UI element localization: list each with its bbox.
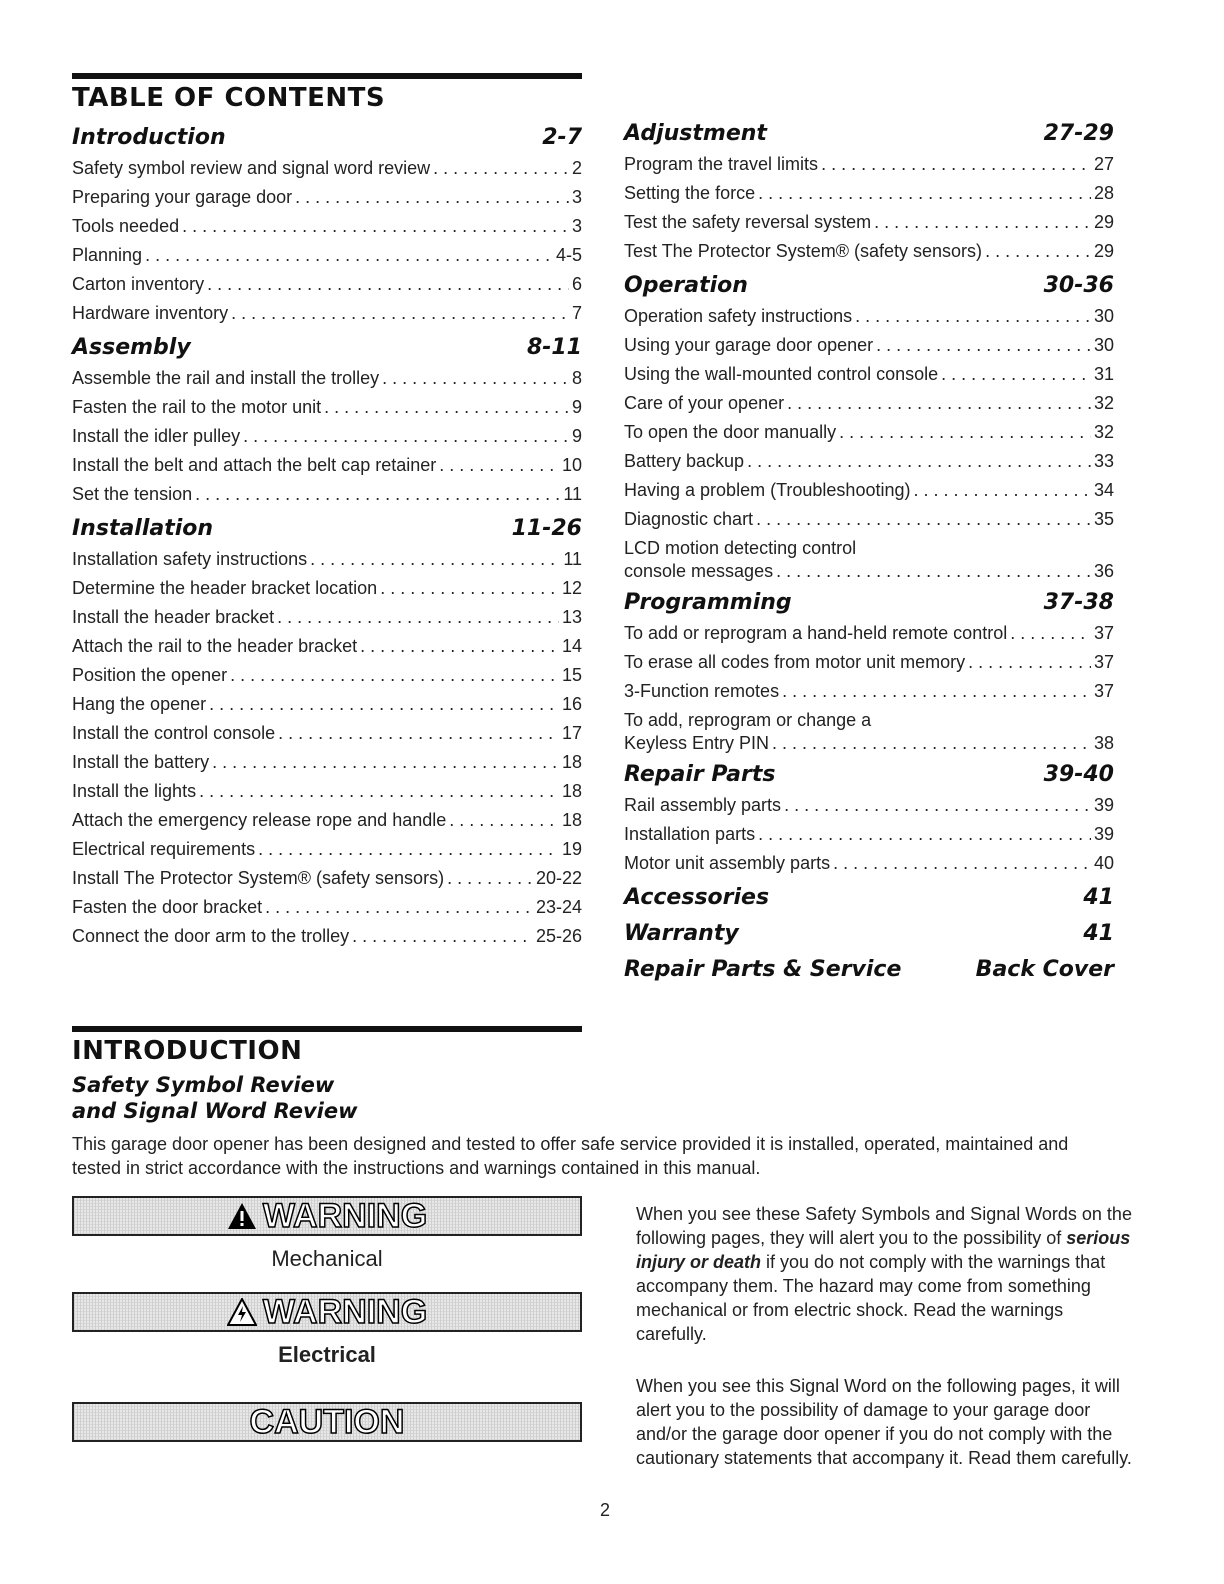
toc-section-heading — [624, 759, 1114, 791]
toc-entry-text: Fasten the door bracket — [72, 897, 263, 917]
toc-section-pages: 37-38 — [1043, 590, 1114, 615]
toc-entry-text: Test The Protector System® (safety sensors) — [624, 241, 983, 261]
toc-entry-page: 30 — [1093, 306, 1114, 326]
toc-entry-text: Install The Protector System® (safety sensors) — [72, 868, 445, 888]
toc-entry — [72, 393, 582, 422]
toc-section-pages: 2-7 — [542, 125, 582, 150]
toc-entry-page: 20-22 — [535, 868, 582, 888]
toc-entry — [72, 451, 582, 480]
toc-entry-text: Fasten the rail to the motor unit — [72, 397, 322, 417]
safety-symbol-paragraph — [636, 1202, 1136, 1346]
toc-entry-page: 37 — [1093, 652, 1114, 672]
toc-leader-dots — [874, 208, 1091, 237]
toc-entry-text: Rail assembly parts — [624, 795, 782, 815]
toc-entry-text: Having a problem (Troubleshooting) — [624, 480, 911, 500]
toc-leader-dots — [821, 150, 1091, 179]
toc-section-title: Introduction — [72, 125, 226, 150]
toc-entry-page: 39 — [1093, 824, 1114, 844]
toc-section-title: Repair Parts & Service — [624, 957, 902, 982]
toc-entry-text: Install the control console — [72, 723, 276, 743]
toc-entry — [72, 480, 582, 509]
toc-entry-text: Care of your opener — [624, 393, 785, 413]
toc-entry-text: Using the wall-mounted control console — [624, 364, 939, 384]
toc-entry — [72, 632, 582, 661]
toc-entry-text: Test the safety reversal system — [624, 212, 872, 232]
toc-leader-dots — [758, 179, 1091, 208]
toc-leader-dots — [782, 677, 1091, 706]
toc-entry-page: 19 — [561, 839, 582, 859]
intro-subtitle-line2: and Signal Word Review — [72, 1099, 358, 1123]
toc-entry-text: Preparing your garage door — [72, 187, 293, 207]
toc-entry-text: 3-Function remotes — [624, 681, 780, 701]
toc-entry-page: 40 — [1093, 853, 1114, 873]
toc-entry — [72, 806, 582, 835]
toc-entry-page: 36 — [1093, 561, 1114, 581]
toc-entry — [624, 331, 1114, 360]
toc-entry — [72, 364, 582, 393]
toc-leader-dots — [433, 154, 569, 183]
toc-entry-text: Keyless Entry PIN — [624, 733, 770, 753]
toc-section-pages: 41 — [1083, 885, 1114, 910]
toc-entry-page: 18 — [561, 810, 582, 830]
toc-entry — [624, 360, 1114, 389]
toc-entry-text: Position the opener — [72, 665, 228, 685]
toc-entry-text: Operation safety instructions — [624, 306, 853, 326]
toc-entry-page: 13 — [561, 607, 582, 627]
toc-entry-text: Planning — [72, 245, 143, 265]
toc-entry-page: 16 — [561, 694, 582, 714]
toc-entry-text: Installation safety instructions — [72, 549, 308, 569]
toc-entry — [72, 603, 582, 632]
toc-entry — [624, 389, 1114, 418]
toc-section-heading — [624, 954, 1114, 986]
toc-entry-text: Assemble the rail and install the trolley — [72, 368, 380, 388]
toc-leader-dots — [265, 893, 533, 922]
caution-banner — [72, 1402, 582, 1442]
toc-section-pages: 11-26 — [511, 516, 582, 541]
toc-entry — [624, 418, 1114, 447]
toc-leader-dots — [747, 447, 1091, 476]
toc-leader-dots — [209, 690, 559, 719]
toc-entry — [624, 619, 1114, 648]
toc-entry — [624, 849, 1114, 878]
toc-entry-page: 11 — [563, 549, 582, 569]
toc-entry-text: Connect the door arm to the trolley — [72, 926, 350, 946]
toc-leader-dots — [212, 748, 559, 777]
toc-entry — [624, 302, 1114, 331]
toc-entry-text: To erase all codes from motor unit memory — [624, 652, 966, 672]
toc-entry-text: Attach the rail to the header bracket — [72, 636, 358, 656]
toc-entry-page: 18 — [561, 781, 582, 801]
toc-leader-dots — [756, 505, 1091, 534]
toc-leader-dots — [1010, 619, 1091, 648]
toc-entry — [72, 748, 582, 777]
intro-title: INTRODUCTION — [72, 1036, 303, 1066]
toc-leader-dots — [360, 632, 559, 661]
toc-section-title: Operation — [624, 273, 748, 298]
toc-leader-dots — [776, 560, 1091, 583]
toc-leader-dots — [207, 270, 569, 299]
toc-leader-dots — [968, 648, 1091, 677]
toc-entry — [624, 709, 1114, 755]
toc-entry-text: Determine the header bracket location — [72, 578, 378, 598]
toc-entry — [72, 574, 582, 603]
toc-entry-page: 6 — [571, 274, 582, 294]
toc-entry-page: 29 — [1093, 212, 1114, 232]
toc-entry-page: 32 — [1093, 422, 1114, 442]
toc-section-pages: 39-40 — [1043, 762, 1114, 787]
toc-entry-page: 31 — [1093, 364, 1114, 384]
toc-section-heading — [624, 270, 1114, 302]
toc-entry — [72, 719, 582, 748]
para1-text-b: if you do not comply with the warnings that accompany them. The hazard may come from something mechanical or from electric shock. Read the warnings carefully. — [636, 1252, 1106, 1344]
toc-entry-text: Electrical requirements — [72, 839, 256, 859]
toc-entry — [72, 422, 582, 451]
toc-entry-page: 14 — [561, 636, 582, 656]
toc-entry-page: 23-24 — [535, 897, 582, 917]
toc-leader-dots — [839, 418, 1091, 447]
toc-leader-dots — [941, 360, 1091, 389]
toc-entry-page: 9 — [571, 397, 582, 417]
toc-entry-text: Program the travel limits — [624, 154, 819, 174]
intro-body: This garage door opener has been designed and tested to offer safe service provided it is installed, operated, maintained and tested in strict accordance with the instructions and warnings contained in this manual. — [72, 1134, 1069, 1178]
toc-entry-page: 28 — [1093, 183, 1114, 203]
toc-entry — [624, 677, 1114, 706]
toc-leader-dots — [382, 364, 569, 393]
toc-leader-dots — [145, 241, 553, 270]
toc-leader-dots — [324, 393, 569, 422]
toc-entry — [72, 661, 582, 690]
toc-entry-text: Attach the emergency release rope and handle — [72, 810, 447, 830]
toc-entry-page: 39 — [1093, 795, 1114, 815]
toc-leader-dots — [310, 545, 560, 574]
toc-entry-text: Diagnostic chart — [624, 509, 754, 529]
toc-leader-dots — [295, 183, 569, 212]
toc-entry — [624, 150, 1114, 179]
electrical-label: Electrical — [278, 1342, 376, 1367]
toc-entry-page: 37 — [1093, 681, 1114, 701]
toc-entry — [624, 208, 1114, 237]
toc-entry-text: Installation parts — [624, 824, 756, 844]
toc-entry-page: 29 — [1093, 241, 1114, 261]
toc-entry-page: 18 — [561, 752, 582, 772]
para1-emphasis: serious injury or death — [636, 1228, 1131, 1272]
toc-section-heading — [624, 587, 1114, 619]
toc-leader-dots — [913, 476, 1090, 505]
toc-entry — [72, 299, 582, 328]
toc-leader-dots — [199, 777, 559, 806]
toc-entry-page: 3 — [571, 187, 582, 207]
mechanical-label: Mechanical — [271, 1246, 383, 1271]
toc-section-heading — [624, 882, 1114, 914]
toc-entry-text: Set the tension — [72, 484, 193, 504]
toc-leader-dots — [277, 603, 559, 632]
toc-section-title: Adjustment — [624, 121, 767, 146]
toc-leader-dots — [447, 864, 533, 893]
toc-entry-page: 11 — [563, 484, 582, 504]
toc-entry-text-line1: To add, reprogram or change a — [624, 710, 872, 730]
toc-entry-text: Safety symbol review and signal word review — [72, 158, 431, 178]
toc-section-heading — [72, 513, 582, 545]
toc-entry-page: 27 — [1093, 154, 1114, 174]
toc-entry — [72, 690, 582, 719]
toc-entry-page: 9 — [571, 426, 582, 446]
toc-leader-dots — [231, 299, 569, 328]
toc-entry-page: 8 — [571, 368, 582, 388]
toc-section-heading — [72, 122, 582, 154]
toc-entry-text: Install the lights — [72, 781, 197, 801]
toc-entry-text: Install the header bracket — [72, 607, 275, 627]
toc-entry-text: To open the door manually — [624, 422, 837, 442]
caution-word: CAUTION — [249, 1402, 405, 1441]
toc-entry — [72, 922, 582, 951]
toc-section-title: Accessories — [624, 885, 770, 910]
toc-entry — [72, 154, 582, 183]
toc-entry-page: 15 — [561, 665, 582, 685]
warning-mechanical-banner — [72, 1196, 582, 1236]
toc-section-pages: 30-36 — [1043, 273, 1114, 298]
electric-shock-icon — [227, 1298, 257, 1326]
toc-entry-text: Battery backup — [624, 451, 745, 471]
toc-entry — [72, 241, 582, 270]
toc-title: TABLE OF CONTENTS — [72, 83, 386, 113]
toc-section-title: Assembly — [72, 335, 191, 360]
toc-entry-page: 34 — [1093, 480, 1114, 500]
toc-entry — [72, 545, 582, 574]
toc-leader-dots — [195, 480, 560, 509]
toc-section-title: Repair Parts — [624, 762, 776, 787]
toc-section-pages: 41 — [1083, 921, 1114, 946]
toc-left-column — [72, 122, 582, 951]
toc-leader-dots — [182, 212, 569, 241]
toc-leader-dots — [758, 820, 1091, 849]
toc-entry-page: 25-26 — [535, 926, 582, 946]
toc-entry-text: Hardware inventory — [72, 303, 229, 323]
toc-entry — [624, 447, 1114, 476]
toc-leader-dots — [258, 835, 559, 864]
toc-rule — [72, 73, 582, 79]
toc-entry — [624, 820, 1114, 849]
toc-entry-text: Tools needed — [72, 216, 180, 236]
intro-subtitle — [72, 1072, 358, 1124]
toc-entry-text: Using your garage door opener — [624, 335, 874, 355]
toc-section-title: Installation — [72, 516, 214, 541]
warning-word-electrical: WARNING — [262, 1292, 428, 1331]
warning-triangle-icon — [227, 1202, 257, 1230]
toc-entry-text: Hang the opener — [72, 694, 207, 714]
para1-text-a: When you see these Safety Symbols and Signal Words on the following pages, they will alert you to the possibility of — [636, 1204, 1132, 1248]
toc-entry-page: 2 — [571, 158, 582, 178]
toc-entry-text: Setting the force — [624, 183, 756, 203]
intro-subtitle-line1: Safety Symbol Review — [72, 1073, 335, 1097]
signal-word-paragraph: When you see this Signal Word on the following pages, it will alert you to the possibility of damage to your garage door and/or the garage door opener if you do not comply with the cautionary statements that accompany it. Read them carefully. — [636, 1376, 1132, 1468]
toc-section-heading — [72, 332, 582, 364]
intro-rule — [72, 1026, 582, 1032]
toc-leader-dots — [352, 922, 533, 951]
toc-leader-dots — [876, 331, 1091, 360]
toc-entry — [624, 476, 1114, 505]
toc-entry — [624, 237, 1114, 266]
toc-section-pages: 8-11 — [526, 335, 582, 360]
toc-entry-page: 7 — [571, 303, 582, 323]
toc-section-heading — [624, 918, 1114, 950]
toc-entry-page: 17 — [561, 723, 582, 743]
toc-entry-page: 3 — [571, 216, 582, 236]
toc-entry-page: 4-5 — [555, 245, 582, 265]
toc-entry-text: To add or reprogram a hand-held remote control — [624, 623, 1008, 643]
toc-entry — [72, 183, 582, 212]
toc-leader-dots — [230, 661, 559, 690]
toc-entry-text: Install the idler pulley — [72, 426, 241, 446]
toc-entry-text: console messages — [624, 561, 774, 581]
warning-word: WARNING — [262, 1196, 428, 1235]
toc-entry — [72, 212, 582, 241]
toc-leader-dots — [243, 422, 569, 451]
toc-entry — [624, 179, 1114, 208]
toc-entry-text: Install the belt and attach the belt cap retainer — [72, 455, 437, 475]
toc-entry — [624, 648, 1114, 677]
toc-entry-page: 35 — [1093, 509, 1114, 529]
toc-section-pages: 27-29 — [1043, 121, 1114, 146]
toc-entry-text-line1: LCD motion detecting control — [624, 538, 857, 558]
toc-leader-dots — [787, 389, 1091, 418]
toc-entry-page: 38 — [1093, 733, 1114, 753]
toc-leader-dots — [439, 451, 559, 480]
toc-entry-row — [624, 732, 1114, 755]
toc-entry-page: 32 — [1093, 393, 1114, 413]
toc-entry — [72, 864, 582, 893]
toc-leader-dots — [855, 302, 1091, 331]
toc-leader-dots — [784, 791, 1091, 820]
toc-leader-dots — [985, 237, 1091, 266]
toc-entry-page: 33 — [1093, 451, 1114, 471]
toc-leader-dots — [833, 849, 1091, 878]
toc-entry — [72, 270, 582, 299]
toc-right-column — [624, 118, 1114, 986]
toc-entry — [72, 893, 582, 922]
page-number: 2 — [600, 1500, 611, 1520]
warning-electrical-banner — [72, 1292, 582, 1332]
toc-entry — [72, 777, 582, 806]
toc-entry — [624, 537, 1114, 583]
toc-entry-page: 37 — [1093, 623, 1114, 643]
toc-entry — [72, 835, 582, 864]
toc-entry-text: Motor unit assembly parts — [624, 853, 831, 873]
toc-entry-page: 30 — [1093, 335, 1114, 355]
toc-leader-dots — [449, 806, 559, 835]
toc-section-heading — [624, 118, 1114, 150]
toc-entry-row — [624, 560, 1114, 583]
toc-entry-text: Carton inventory — [72, 274, 205, 294]
toc-entry — [624, 505, 1114, 534]
toc-entry-page: 12 — [561, 578, 582, 598]
toc-entry — [624, 791, 1114, 820]
toc-leader-dots — [380, 574, 559, 603]
toc-section-title: Warranty — [624, 921, 739, 946]
toc-section-title: Programming — [624, 590, 792, 615]
toc-leader-dots — [772, 732, 1091, 755]
toc-entry-text: Install the battery — [72, 752, 210, 772]
toc-section-pages: Back Cover — [975, 957, 1114, 982]
toc-entry-page: 10 — [561, 455, 582, 475]
toc-leader-dots — [278, 719, 559, 748]
